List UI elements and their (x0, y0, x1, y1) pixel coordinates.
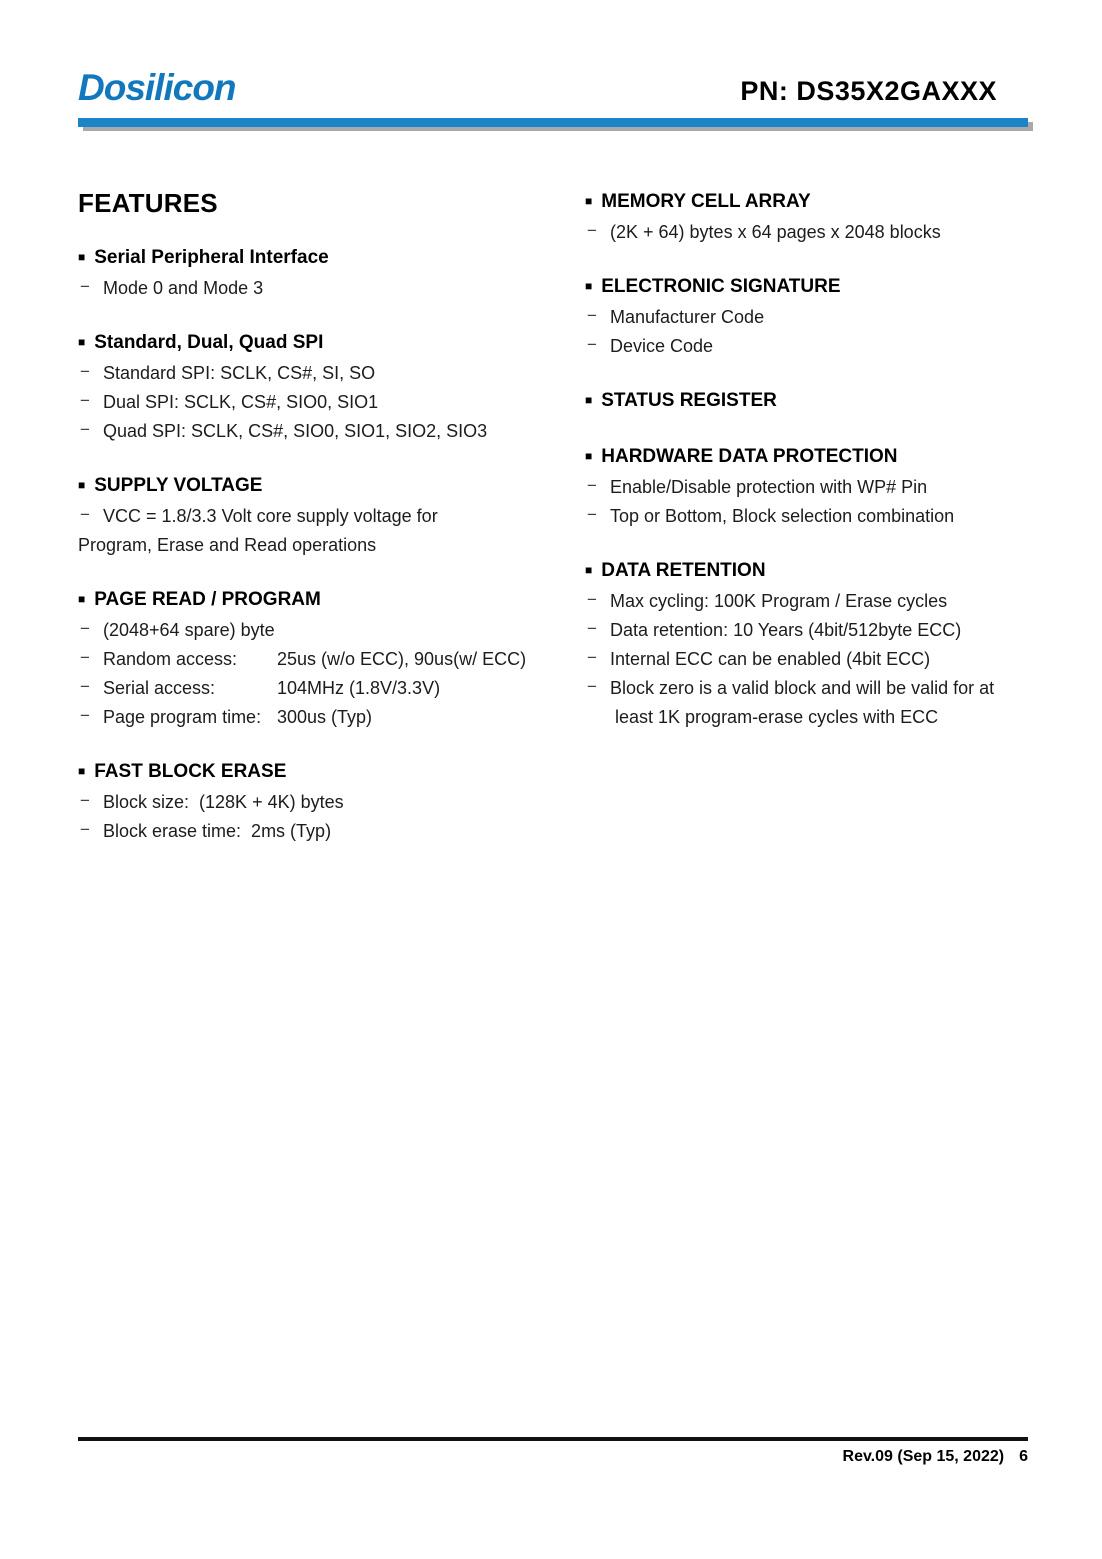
feature-item (78, 817, 585, 846)
dash-bullet-icon: − (80, 277, 90, 296)
feature-section (585, 272, 1030, 361)
item-text: Quad SPI: SCLK, CS#, SIO0, SIO1, SIO2, SIO3 (103, 421, 488, 441)
feature-item (78, 274, 585, 303)
feature-section (585, 442, 1030, 531)
page-header (78, 0, 1030, 106)
feature-item (78, 645, 585, 674)
feature-section (78, 243, 585, 303)
feature-item (585, 218, 1030, 247)
item-text: Top or Bottom, Block selection combination (610, 506, 955, 526)
section-heading-text: Serial Peripheral Interface (94, 247, 329, 268)
feature-item (585, 674, 1030, 703)
dosilicon-logo: Dosilicon (78, 67, 236, 108)
dash-bullet-icon: − (587, 221, 597, 240)
section-continuation: Program, Erase and Read operations (78, 535, 377, 555)
item-label: Page program time: (103, 707, 262, 727)
section-heading-text: MEMORY CELL ARRAY (601, 191, 811, 212)
section-heading (585, 556, 1030, 587)
item-text: Device Code (610, 336, 714, 356)
page-footer (78, 1437, 1028, 1466)
section-heading (78, 585, 585, 616)
item-text: Block size: (128K + 4K) bytes (103, 792, 344, 812)
feature-item (585, 587, 1030, 616)
revision-label: Rev.09 (Sep 15, 2022) (842, 1448, 1005, 1465)
dash-bullet-icon: − (80, 820, 90, 839)
item-text: Block zero is a valid block and will be valid for at (610, 678, 995, 698)
feature-section (78, 328, 585, 446)
section-heading-text: DATA RETENTION (601, 560, 766, 581)
footer-divider-rule (78, 1437, 1028, 1441)
dash-bullet-icon: − (80, 362, 90, 381)
dash-bullet-icon: − (80, 706, 90, 725)
square-bullet-icon: ■ (78, 335, 86, 349)
header-divider-rule (78, 118, 1028, 127)
dash-bullet-icon: − (587, 648, 597, 667)
item-text: Mode 0 and Mode 3 (103, 278, 264, 298)
square-bullet-icon: ■ (585, 563, 593, 577)
dash-bullet-icon: − (80, 791, 90, 810)
feature-section (585, 556, 1030, 732)
dash-bullet-icon: − (80, 648, 90, 667)
features-column-right (585, 187, 1030, 846)
square-bullet-icon: ■ (585, 393, 593, 407)
section-heading (78, 328, 585, 359)
dash-bullet-icon: − (80, 420, 90, 439)
footer-text (78, 1448, 1028, 1466)
dash-bullet-icon: − (587, 335, 597, 354)
square-bullet-icon: ■ (78, 250, 86, 264)
item-text: (2048+64 spare) byte (103, 620, 275, 640)
page-number: 6 (1019, 1448, 1028, 1465)
item-text: Manufacturer Code (610, 307, 765, 327)
square-bullet-icon: ■ (585, 449, 593, 463)
item-text: Standard SPI: SCLK, CS#, SI, SO (103, 363, 376, 383)
feature-item (585, 332, 1030, 361)
item-continuation: least 1K program-erase cycles with ECC (615, 707, 939, 727)
feature-item (78, 674, 585, 703)
feature-item (585, 303, 1030, 332)
item-text: Dual SPI: SCLK, CS#, SIO0, SIO1 (103, 392, 379, 412)
feature-section (78, 471, 585, 560)
feature-section (585, 386, 1030, 417)
square-bullet-icon: ■ (585, 279, 593, 293)
dash-bullet-icon: − (587, 476, 597, 495)
item-text: VCC = 1.8/3.3 Volt core supply voltage for (103, 506, 438, 526)
section-heading (585, 386, 1030, 417)
dash-bullet-icon: − (80, 391, 90, 410)
item-text: Internal ECC can be enabled (4bit ECC) (610, 649, 931, 669)
page-title: FEATURES (78, 188, 218, 218)
datasheet-page (78, 0, 1030, 1559)
item-label: Random access: (103, 649, 238, 669)
dash-bullet-icon: − (587, 590, 597, 609)
item-text: (2K + 64) bytes x 64 pages x 2048 blocks (610, 222, 941, 242)
item-text: Data retention: 10 Years (4bit/512byte ECC) (610, 620, 962, 640)
section-heading-text: SUPPLY VOLTAGE (94, 475, 263, 496)
item-text: Enable/Disable protection with WP# Pin (610, 477, 928, 497)
section-heading (585, 187, 1030, 218)
item-value: 104MHz (1.8V/3.3V) (277, 678, 441, 698)
item-label: Serial access: (103, 678, 216, 698)
feature-item (585, 645, 1030, 674)
section-heading (78, 757, 585, 788)
section-heading (585, 272, 1030, 303)
section-heading-text: ELECTRONIC SIGNATURE (601, 276, 841, 297)
section-heading-text: HARDWARE DATA PROTECTION (601, 446, 898, 467)
feature-item (78, 703, 585, 732)
section-heading-text: STATUS REGISTER (601, 390, 777, 411)
dash-bullet-icon: − (587, 306, 597, 325)
section-heading (78, 471, 585, 502)
section-heading-text: FAST BLOCK ERASE (94, 761, 287, 782)
dash-bullet-icon: − (80, 505, 90, 524)
feature-item (78, 502, 585, 531)
item-text: Block erase time: 2ms (Typ) (103, 821, 332, 841)
feature-item (585, 616, 1030, 645)
feature-item (78, 388, 585, 417)
feature-item (78, 417, 585, 446)
dash-bullet-icon: − (587, 677, 597, 696)
square-bullet-icon: ■ (78, 592, 86, 606)
feature-section (585, 187, 1030, 247)
feature-item (78, 616, 585, 645)
features-column-left (78, 187, 585, 846)
dash-bullet-icon: − (587, 619, 597, 638)
feature-item (585, 473, 1030, 502)
feature-item (78, 359, 585, 388)
features-content (78, 187, 1030, 846)
dash-bullet-icon: − (80, 677, 90, 696)
section-heading (78, 243, 585, 274)
item-text: Max cycling: 100K Program / Erase cycles (610, 591, 948, 611)
section-heading (585, 442, 1030, 473)
square-bullet-icon: ■ (585, 194, 593, 208)
dash-bullet-icon: − (587, 505, 597, 524)
item-value: 300us (Typ) (277, 707, 373, 727)
square-bullet-icon: ■ (78, 764, 86, 778)
part-number: PN: DS35X2GAXXX (740, 76, 997, 106)
feature-item (585, 502, 1030, 531)
item-value: 25us (w/o ECC), 90us(w/ ECC) (277, 649, 527, 669)
dash-bullet-icon: − (80, 619, 90, 638)
feature-section (78, 585, 585, 732)
feature-item (78, 788, 585, 817)
feature-section (78, 757, 585, 846)
square-bullet-icon: ■ (78, 478, 86, 492)
section-heading-text: PAGE READ / PROGRAM (94, 589, 321, 610)
section-heading-text: Standard, Dual, Quad SPI (94, 332, 324, 353)
